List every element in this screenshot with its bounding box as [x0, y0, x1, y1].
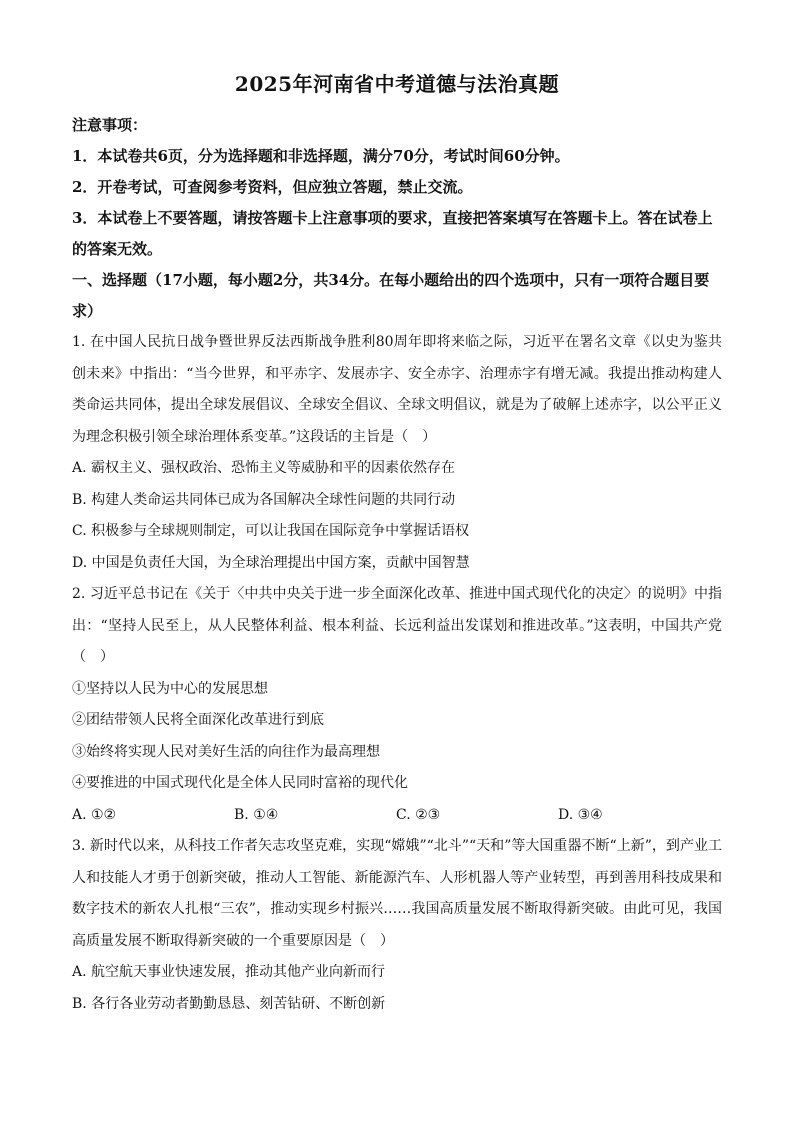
- question-1-option-c: C. 积极参与全球规则制定，可以让我国在国际竞争中掌握话语权: [72, 523, 470, 539]
- question-1-stem: 1. 在中国人民抗日战争暨世界反法西斯战争胜利80周年即将来临之际，习近平在署名文章《以史为鉴共创未来》中指出：“当今世界，和平赤字、发展赤字、安全赤字、治理赤字有增无减。我提出推动构建人类命运共同体，提出全球发展倡议、全球安全倡议、全球文明倡议，就是为了破解上述赤字，以公平正义为理念积极引领全球治理体系变革。”这段话的主旨是（ ）: [72, 334, 722, 445]
- question-2-item-2: ②团结带领人民将全面深化改革进行到底: [72, 712, 324, 728]
- notes-heading: 注意事项：: [72, 116, 148, 134]
- question-2-choices: [72, 800, 722, 832]
- question-3-option-b: B. 各行各业劳动者勤勤恳恳、刻苦钻研、不断创新: [72, 995, 386, 1012]
- question-2-choice-a: A. ①②: [72, 806, 117, 823]
- question-2-choice-b: B. ①④: [234, 806, 279, 823]
- note-item: 1．本试卷共6页，分为选择题和非选择题，满分70分，考试时间60分钟。: [72, 147, 570, 165]
- exam-title: 2025年河南省中考道德与法治真题: [234, 72, 560, 96]
- question-2-item-1: ①坚持以人民为中心的发展思想: [72, 680, 268, 697]
- question-2-choice-d: D. ③④: [558, 806, 603, 823]
- question-2-item-4: ④要推进的中国式现代化是全体人民同时富裕的现代化: [72, 775, 408, 791]
- note-item: 3．本试卷上不要答题，请按答题卡上注意事项的要求，直接把答案填写在答题卡上。答在试卷上的答案无效。: [72, 209, 713, 258]
- question-2-choice-c: C. ②③: [396, 806, 441, 823]
- question-2-item-3: ③始终将实现人民对美好生活的向往作为最高理想: [72, 743, 380, 760]
- question-3-option-a: A. 航空航天事业快速发展，推动其他产业向新而行: [72, 964, 386, 980]
- question-2-stem: 2. 习近平总书记在《关于〈中共中央关于进一步全面深化改革、推进中国式现代化的决定〉的说明》中指出：“坚持人民至上，从人民整体利益、根本利益、长远利益出发谋划和推进改革。”这表明，中国共产党（ ）: [72, 586, 722, 665]
- question-3-stem: 3. 新时代以来，从科技工作者矢志攻坚克难，实现“嫦娥”“北斗”“天和”等大国重器不断“上新”，到产业工人和技能人才勇于创新突破，推动人工智能、新能源汽车、人形机器人等产业转型，再到善用科技成果和数字技术的新农人扎根“三农”，推动实现乡村振兴……我国高质量发展不断取得新突破。由此可见，我国高质量发展不断取得新突破的一个重要原因是（ ）: [72, 838, 722, 949]
- question-1-option-a: A. 霸权主义、强权政治、恐怖主义等威胁和平的因素依然存在: [72, 460, 456, 476]
- question-1-option-d: D. 中国是负责任大国，为全球治理提出中国方案，贡献中国智慧: [72, 554, 470, 571]
- note-item: 2．开卷考试，可查阅参考资料，但应独立答题，禁止交流。: [72, 178, 473, 196]
- question-1-option-b: B. 构建人类命运共同体已成为各国解决全球性问题的共同行动: [72, 491, 456, 508]
- section-heading: 一、选择题（17小题，每小题2分，共34分。在每小题给出的四个选项中，只有一项符合题目要求）: [72, 271, 710, 320]
- exam-page: [72, 62, 722, 1020]
